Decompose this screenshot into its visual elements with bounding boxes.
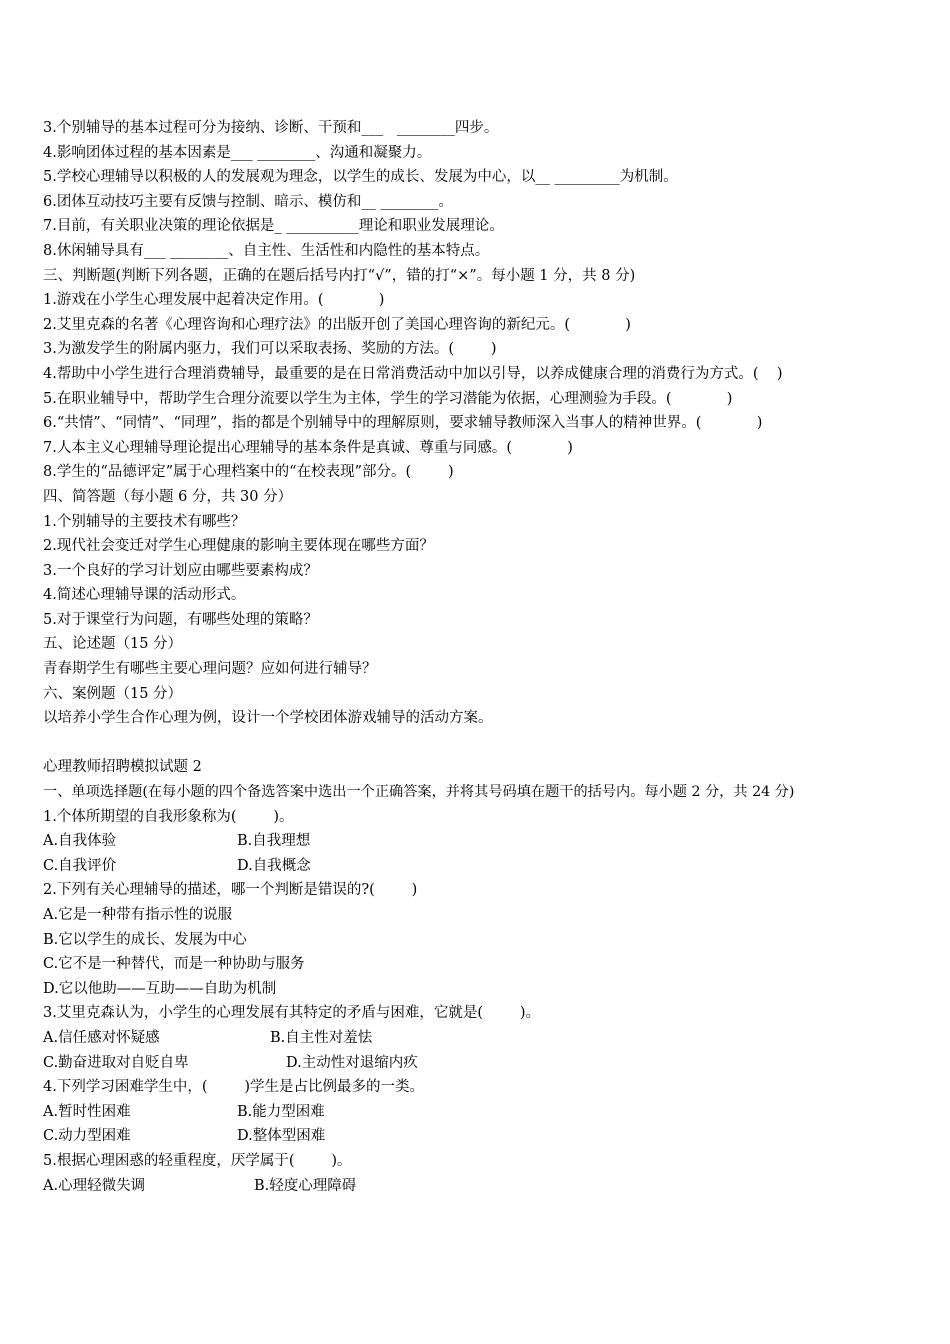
document-page	[43, 116, 933, 1198]
choice-q1-stem: 1.个体所期望的自我形象称为( )。	[43, 808, 294, 825]
choice-q2-option-d: D.它以他助——互助——自助为机制	[43, 980, 277, 997]
choice-q4-option-a: A.暂时性困难	[43, 1103, 131, 1120]
choice-q4-stem: 4.下列学习困难学生中，( )学生是占比例最多的一类。	[43, 1079, 425, 1096]
choice-q1-option-b: B.自我理想	[237, 833, 311, 850]
choice-q2-option-c: C.它不是一种替代，而是一种协助与服务	[43, 956, 305, 973]
short-answer-q1: 1.个别辅导的主要技术有哪些？	[43, 513, 246, 530]
section-heading-single-choice: 一、单项选择题(在每小题的四个备选答案中选出一个正确答案，并将其号码填在题干的括号内。每小题 2 分，共 24 分)	[43, 784, 795, 801]
judgment-q1: 1.游戏在小学生心理发展中起着决定作用。( )	[43, 292, 385, 309]
fill-blank-q5: 5.学校心理辅导以积极的人的发展观为理念，以学生的成长、发展为中心，以__ _________为机制。	[43, 169, 678, 186]
essay-question: 青春期学生有哪些主要心理问题？应如何进行辅导？	[43, 661, 377, 678]
judgment-q4: 4.帮助中小学生进行合理消费辅导，最重要的是在日常消费活动中加以引导，以养成健康合理的消费行为方式。( )	[43, 365, 783, 382]
choice-q2-option-a: A.它是一种带有指示性的说服	[43, 907, 233, 923]
choice-q3-options-ab	[43, 1026, 933, 1051]
choice-q5-option-b: B.轻度心理障碍	[254, 1177, 357, 1194]
exam2	[43, 755, 933, 1198]
judgment-q8: 8.学生的“品德评定”属于心理档案中的“在校表现”部分。( )	[43, 464, 454, 481]
judgment-q6: 6.“共情”、“同情”、“同理”，指的都是个别辅导中的理解原则，要求辅导教师深入当事人的精神世界。( )	[43, 415, 763, 432]
choice-q3-option-d: D.主动性对退缩内疚	[286, 1054, 418, 1071]
choice-q1-option-d: D.自我概念	[237, 857, 311, 874]
choice-q4-options-cd	[43, 1124, 933, 1149]
choice-q3-option-c: C.勤奋进取对自贬自卑	[43, 1054, 189, 1071]
choice-q4-option-c: C.动力型困难	[43, 1128, 131, 1145]
short-answer-q5: 5.对于课堂行为问题，有哪些处理的策略？	[43, 611, 318, 628]
choice-q5-option-a: A.心理轻微失调	[43, 1177, 146, 1194]
section-heading-short-answer: 四、简答题（每小题 6 分，共 30 分）	[43, 488, 293, 505]
fill-blank-q4: 4.影响团体过程的基本因素是___ ________、沟通和凝聚力。	[43, 144, 432, 161]
judgment-q7: 7.人本主义心理辅导理论提出心理辅导的基本条件是真诚、尊重与同感。( )	[43, 439, 573, 456]
choice-q2-stem: 2.下列有关心理辅导的描述，哪一个判断是错误的?( )	[43, 882, 418, 899]
blank-line	[43, 731, 933, 756]
choice-q2-option-b: B.它以学生的成长、发展为中心	[43, 931, 247, 948]
choice-q1-option-c: C.自我评价	[43, 857, 117, 874]
exam1-continued	[43, 116, 933, 731]
choice-q3-stem: 3.艾里克森认为，小学生的心理发展有其特定的矛盾与困难，它就是( )。	[43, 1005, 541, 1022]
short-answer-q3: 3.一个良好的学习计划应由哪些要素构成？	[43, 562, 318, 579]
choice-q1-option-a: A.自我体验	[43, 833, 117, 850]
fill-blank-q7: 7.目前，有关职业决策的理论依据是_ __________理论和职业发展理论。	[43, 218, 504, 235]
judgment-q3: 3.为激发学生的附属内驱力，我们可以采取表扬、奖励的方法。( )	[43, 341, 497, 358]
case-question: 以培养小学生合作心理为例，设计一个学校团体游戏辅导的活动方案。	[43, 710, 493, 727]
choice-q4-options-ab	[43, 1100, 933, 1125]
choice-q3-options-cd	[43, 1051, 933, 1076]
choice-q1-options-cd	[43, 854, 933, 879]
section-heading-case: 六、案例题（15 分）	[43, 685, 183, 702]
choice-q5-stem: 5.根据心理困惑的轻重程度，厌学属于( )。	[43, 1152, 352, 1169]
choice-q4-option-b: B.能力型困难	[237, 1103, 325, 1120]
fill-blank-q3: 3.个别辅导的基本过程可分为接纳、诊断、干预和___ ________四步。	[43, 120, 499, 136]
judgment-q2: 2.艾里克森的名著《心理咨询和心理疗法》的出版开创了美国心理咨询的新纪元。( )	[43, 316, 631, 333]
choice-q3-option-a: A.信任感对怀疑感	[43, 1029, 160, 1046]
section-heading-essay: 五、论述题（15 分）	[43, 636, 183, 653]
fill-blank-q8: 8.休闲辅导具有___ ________、自主性、生活性和内隐性的基本特点。	[43, 242, 490, 259]
choice-q3-option-b: B.自主性对羞怯	[270, 1029, 373, 1046]
choice-q5-options-ab	[43, 1174, 933, 1199]
judgment-q5: 5.在职业辅导中，帮助学生合理分流要以学生为主体，学生的学习潜能为依据，心理测验为手段。( )	[43, 390, 733, 407]
short-answer-q4: 4.简述心理辅导课的活动形式。	[43, 587, 246, 604]
choice-q1-options-ab	[43, 829, 933, 854]
exam2-title: 心理教师招聘模拟试题 2	[43, 759, 202, 776]
choice-q4-option-d: D.整体型困难	[237, 1128, 326, 1145]
fill-blank-q6: 6.团体互动技巧主要有反馈与控制、暗示、模仿和__ ________。	[43, 193, 453, 210]
section-heading-judgment: 三、判断题(判断下列各题，正确的在题后括号内打“√”，错的打“×”。每小题 1 分，共 8 分)	[43, 267, 636, 284]
short-answer-q2: 2.现代社会变迁对学生心理健康的影响主要体现在哪些方面？	[43, 538, 434, 555]
